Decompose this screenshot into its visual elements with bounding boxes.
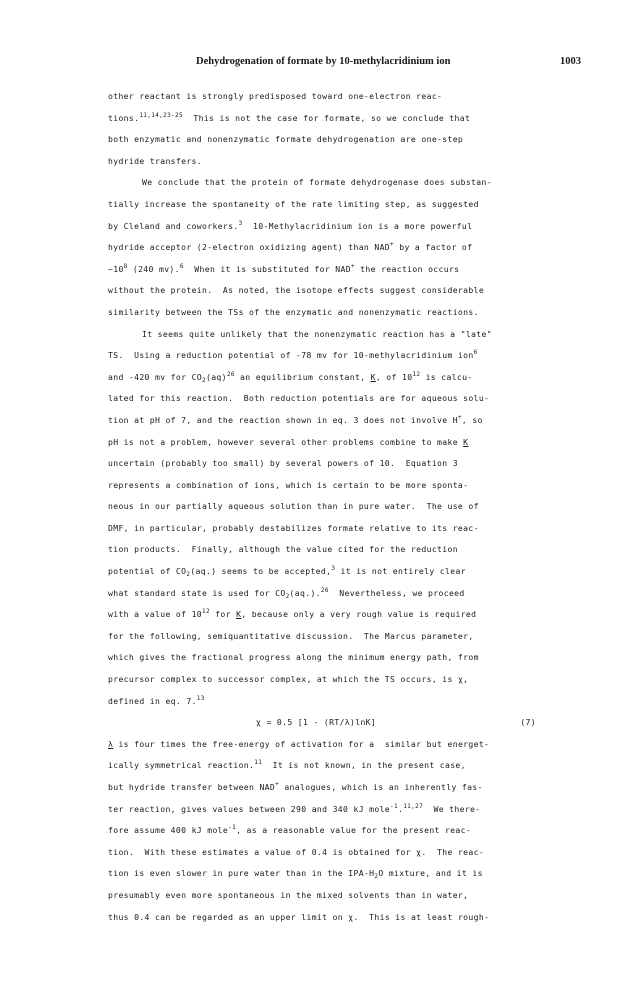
- citation-superscript: 26: [226, 370, 235, 378]
- text-line: similarity between the TSs of the enzymatic and nonenzymatic reactions.: [108, 306, 479, 317]
- text-line: uncertain (probably too small) by several powers of 10. Equation 3: [108, 458, 458, 469]
- text-line: hydride acceptor (2-electron oxidizing agent) than NAD+ by a factor of: [108, 241, 473, 253]
- text-line: precursor complex to successor complex, at which the TS occurs, is χ,: [108, 674, 469, 685]
- citation-superscript: 3: [238, 219, 243, 227]
- text-line: hydride transfers.: [108, 155, 203, 166]
- citation-superscript: 6: [179, 262, 184, 270]
- text-line: $\sim 10^8$ (240 mv).$^6$ When it is substituted for NAD+ the reaction occurs: [108, 262, 460, 274]
- text-line: lated for this reaction. Both reduction potentials are for aqueous solu-: [108, 393, 490, 404]
- text-line: by Cleland and coworkers.$^3$ 10-Methylacridinium ion is a more powerful: [108, 219, 473, 231]
- text-line: what standard state is used for $CO_2(aq.).^{26}$ Nevertheless, we proceed: [108, 586, 465, 600]
- text-line: without the protein. As noted, the isotope effects suggest considerable: [108, 285, 485, 296]
- equation-body: χ = 0.5 [1 - (RT/λ)lnK]: [256, 717, 377, 728]
- citation-superscript: 11,27: [403, 802, 424, 810]
- text-line: tially increase the spontaneity of the rate limiting step, as suggested: [108, 198, 479, 209]
- text-line: tion is even slower in pure water than in the IPA-$H_2O$ mixture, and it is: [108, 868, 483, 881]
- text-line: for the following, semiquantitative discussion. The Marcus parameter,: [108, 630, 474, 641]
- equation-7: [108, 712, 548, 734]
- text-line: and -420 mv for $CO_2(aq)^{26}$ an equilibrium constant, K, of $10^{12}$ is calcu-: [108, 370, 473, 384]
- page-header: [0, 56, 625, 72]
- text-line: neous in our partially aqueous solution than in pure water. The use of: [108, 501, 479, 512]
- text-line: represents a combination of ions, which is certain to be more sponta-: [108, 479, 469, 490]
- text-line: tion products. Finally, although the value cited for the reduction: [108, 544, 458, 555]
- text-line: DMF, in particular, probably destabilizes formate relative to its reac-: [108, 522, 479, 533]
- citation-superscript: 11,14,23-25: [139, 111, 183, 119]
- text-line: λ is four times the free-energy of activation for a similar but energet-: [108, 738, 490, 749]
- text-line: with a value of $10^{12}$ for K, because only a very rough value is required: [108, 608, 477, 620]
- citation-superscript: 11: [254, 759, 263, 767]
- citation-superscript: 26: [320, 586, 329, 594]
- text-line: ter reaction, gives values between 290 and 340 kJ mole$^{-1}$.$^{11,27}$ We there-: [108, 802, 481, 814]
- text-line: which gives the fractional progress along the minimum energy path, from: [108, 652, 479, 663]
- text-line: thus 0.4 can be regarded as an upper limit on χ. This is at least rough-: [108, 911, 490, 922]
- paragraph-start: It seems quite unlikely that the nonenzymatic reaction has a "late": [142, 328, 492, 339]
- page-number: 1003: [560, 56, 581, 67]
- text-line: both enzymatic and nonenzymatic formate dehydrogenation are one-step: [108, 134, 464, 145]
- text-line: tion. With these estimates a value of 0.4 is obtained for χ. The reac-: [108, 846, 485, 857]
- text-line: fore assume 400 kJ mole$^{-1}$, as a reasonable value for the present reac-: [108, 824, 472, 836]
- text-line: tion at pH of 7, and the reaction shown in eq. 3 does not involve H+, so: [108, 413, 483, 425]
- text-line: but hydride transfer between NAD+ analogues, which is an inherently fas-: [108, 781, 483, 792]
- citation-superscript: 3: [331, 565, 336, 573]
- text-line: tions.$^{11,14,23-25}$ This is not the case for formate, so we conclude that: [108, 111, 471, 123]
- citation-superscript: 6: [473, 349, 478, 357]
- text-line: defined in eq. 7.13: [108, 694, 205, 706]
- text-line: TS. Using a reduction potential of -78 mv for 10-methylacridinium ion$^6$: [108, 349, 478, 361]
- article-body: [108, 86, 548, 928]
- text-line: other reactant is strongly predisposed toward one-electron reac-: [108, 91, 443, 101]
- citation-superscript: 13: [196, 694, 205, 702]
- text-line: potential of $CO_2(aq.)$ seems to be accepted,$^3$ it is not entirely clear: [108, 565, 466, 579]
- text-line: presumably even more spontaneous in the mixed solvents than in water,: [108, 889, 469, 900]
- paragraph-start: We conclude that the protein of formate dehydrogenase does substan-: [142, 177, 492, 188]
- running-title: Dehydrogenation of formate by 10-methylacridinium ion: [196, 56, 451, 67]
- text-line: ically symmetrical reaction.$^{11}$ It is not known, in the present case,: [108, 759, 466, 771]
- equation-number: (7): [520, 717, 536, 728]
- text-line: pH is not a problem, however several other problems combine to make K: [108, 436, 469, 447]
